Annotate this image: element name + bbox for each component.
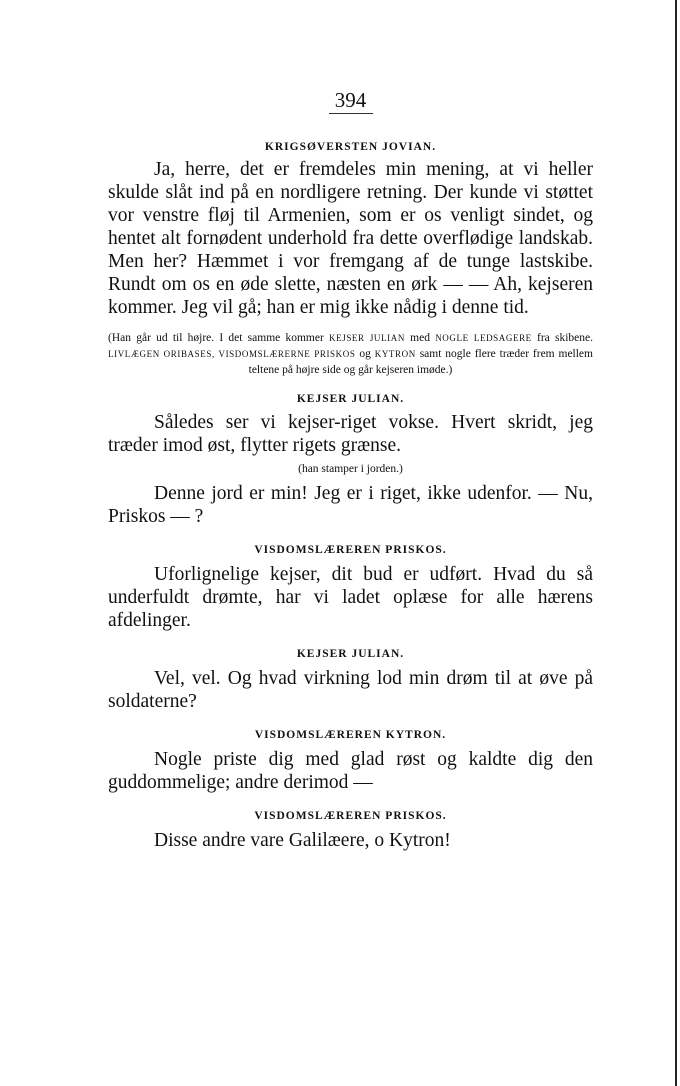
speech-priskos-2: Disse andre vare Galilæere, o Kytron! [154,830,451,851]
book-page [108,88,593,852]
speech-jovian: Ja, herre, det er fremdeles min mening, at vi heller skulde slåt ind på en nordligere retning. Der kunde vi støttet vor venstre fløj til Armenien, som er os venligt sindet, og hentet alt fornødent underhold fra dette overflødige landskab. Men her? Hæmmet i vor fremgang af de tunge lastskibe. Rundt om os en øde slette, næsten en ørk — — Ah, kejseren kommer. Jeg vil gå; han er mig ikke nådig i denne tid. [108,159,593,318]
speaker-julian-2: KEJSER JULIAN. [296,648,405,660]
stage-direction-stamp: (han stamper i jorden.) [298,463,403,475]
stage-name-julian: KEJSER JULIAN [329,333,405,343]
speech-julian-1: Således ser vi kejser-riget vokse. Hvert skridt, jeg træder imod øst, flytter rigets grænse. [108,412,593,456]
speaker-jovian: KRIGSØVERSTEN JOVIAN. [264,141,437,153]
speech-kytron: Nogle priste dig med glad røst og kaldte dig den guddommelige; andre derimod — [108,749,593,793]
speech-julian-2: Denne jord er min! Jeg er i riget, ikke udenfor. — Nu, Priskos — ? [108,483,593,527]
stage-text: (Han går ud til højre. I det samme kommer [108,332,330,344]
stage-text: samt nogle flere træder frem mellem teltene på højre side og går kejseren imøde.) [248,348,593,376]
stage-text: og [355,348,375,360]
speaker-kytron: VISDOMSLÆREREN KYTRON. [254,729,447,741]
speech-priskos-1: Uforlignelige kejser, dit bud er udført. Hvad du så underfuldt drømte, har vi ladet oplæse for alle hærens afdelinger. [108,564,593,631]
speaker-priskos: VISDOMSLÆREREN PRISKOS. [254,544,447,556]
stage-name-kytron: KYTRON [374,349,416,359]
stage-name-oribases-priskos: LIVLÆGEN ORIBASES, VISDOMSLÆRERNE PRISKOS [108,349,356,359]
stage-name-ledsagere: NOGLE LEDSAGERE [435,333,532,343]
speaker-julian: KEJSER JULIAN. [296,393,405,405]
page-number: 394 [334,88,367,112]
page-number-rule [329,113,373,114]
speaker-priskos-2: VISDOMSLÆREREN PRISKOS. [254,810,447,822]
stage-text: fra skibene. [531,332,593,344]
speech-julian-3: Vel, vel. Og hvad virkning lod min drøm til at øve på soldaterne? [108,668,593,712]
page-edge-line [675,0,677,1086]
stage-direction-entrance [108,330,593,378]
stage-text: med [404,332,436,344]
